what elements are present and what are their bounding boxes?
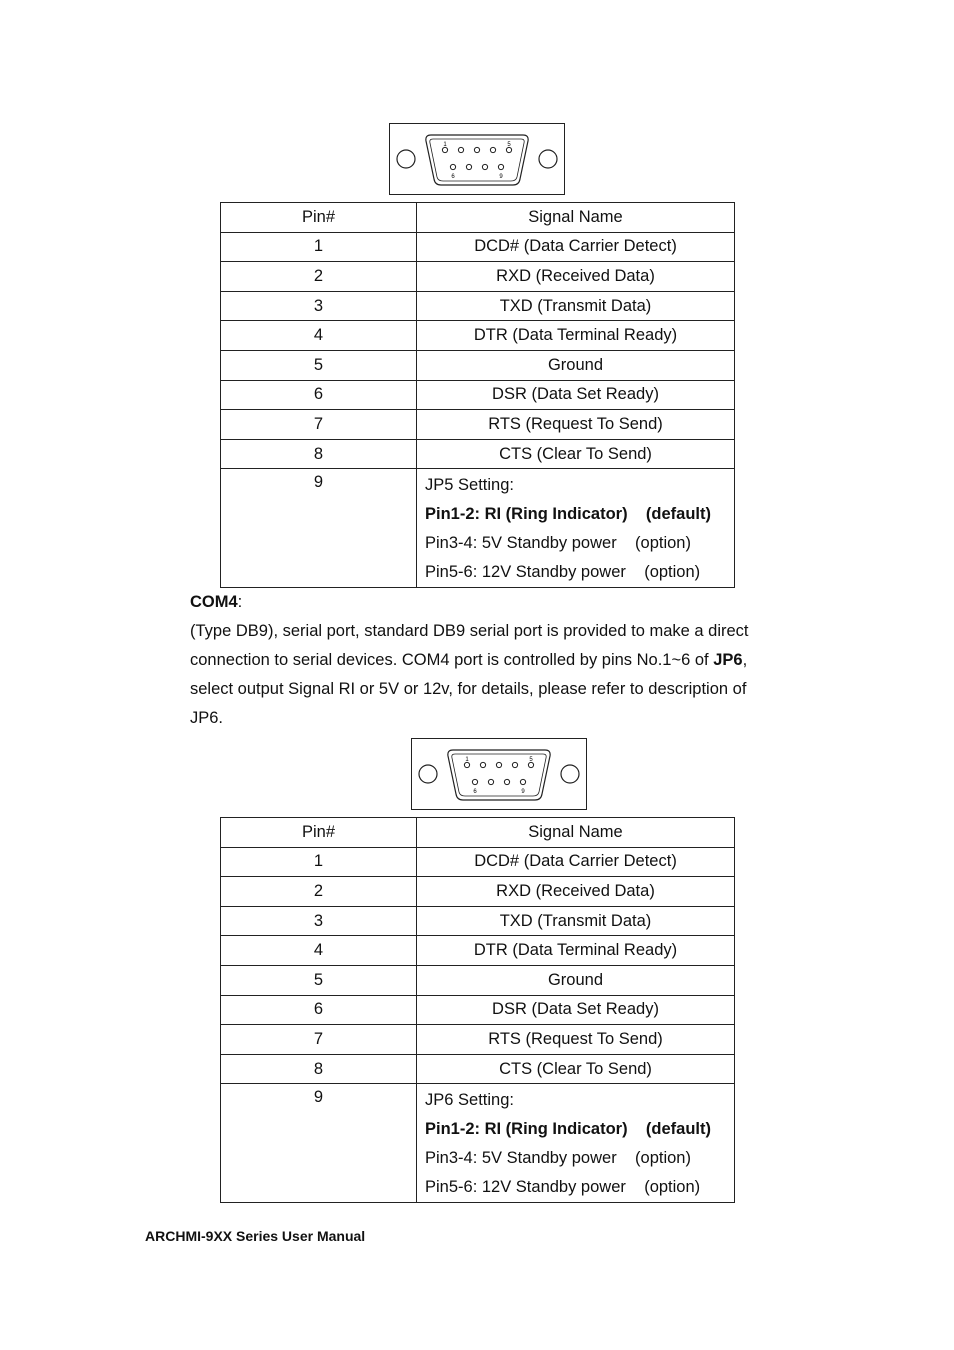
- table-row: [221, 410, 735, 440]
- table-row-jumper: [221, 469, 735, 588]
- pin-cell: 7: [221, 410, 417, 440]
- jumper-setting-title: JP5 Setting:: [425, 476, 514, 495]
- signal-cell: Ground: [417, 965, 735, 995]
- table-row-jumper: [221, 1084, 735, 1203]
- pin-number: 9: [313, 1088, 324, 1107]
- db9-connector-diagram-1: [389, 123, 565, 195]
- pin-cell: 4: [221, 321, 417, 351]
- pin-cell: 8: [221, 439, 417, 469]
- table-row: [221, 965, 735, 995]
- header-signal: Signal Name: [417, 818, 735, 848]
- jumper-setting-cell: [417, 1084, 735, 1203]
- jumper-setting-option: Pin5-6: 12V Standby power (option): [425, 1178, 701, 1197]
- table-header-row: [221, 203, 735, 233]
- db9-connector-icon: [389, 123, 565, 195]
- pin-cell: 3: [221, 291, 417, 321]
- signal-cell: Ground: [417, 350, 735, 380]
- signal-cell: TXD (Transmit Data): [417, 291, 735, 321]
- jumper-setting-default: Pin1-2: RI (Ring Indicator) (default): [425, 1120, 711, 1139]
- signal-cell: DTR (Data Terminal Ready): [417, 321, 735, 351]
- pin-cell: [221, 1084, 417, 1203]
- com4-text-bold: JP6: [713, 651, 743, 669]
- signal-cell: DTR (Data Terminal Ready): [417, 936, 735, 966]
- table-row: [221, 439, 735, 469]
- jumper-setting-option: Pin5-6: 12V Standby power (option): [425, 563, 701, 582]
- signal-cell: DCD# (Data Carrier Detect): [417, 232, 735, 262]
- pin-cell: 8: [221, 1054, 417, 1084]
- signal-cell: RTS (Request To Send): [417, 410, 735, 440]
- pin-table-com4: [220, 817, 735, 1203]
- signal-cell: RXD (Received Data): [417, 877, 735, 907]
- table-header-row: [221, 818, 735, 848]
- jumper-setting-default: Pin1-2: RI (Ring Indicator) (default): [425, 505, 711, 524]
- table-row: [221, 262, 735, 292]
- jumper-setting-option: Pin3-4: 5V Standby power (option): [425, 534, 691, 553]
- pin-label: 5: [507, 142, 511, 148]
- com4-description: [190, 588, 800, 733]
- pin-cell: 6: [221, 380, 417, 410]
- pin-label: 6: [473, 789, 477, 795]
- table-row: [221, 877, 735, 907]
- signal-cell: CTS (Clear To Send): [417, 439, 735, 469]
- table-row: [221, 906, 735, 936]
- jumper-setting-cell: [417, 469, 735, 588]
- table-row: [221, 380, 735, 410]
- db9-connector-icon: [411, 738, 587, 810]
- pin-label: 1: [465, 757, 469, 763]
- signal-cell: TXD (Transmit Data): [417, 906, 735, 936]
- pin-number: 9: [313, 473, 324, 492]
- page-footer: ARCHMI-9XX Series User Manual: [145, 1228, 366, 1244]
- signal-cell: RXD (Received Data): [417, 262, 735, 292]
- pin-cell: 5: [221, 965, 417, 995]
- pin-cell: 3: [221, 906, 417, 936]
- table-row: [221, 321, 735, 351]
- pin-cell: 4: [221, 936, 417, 966]
- com4-text-line: JP6.: [190, 709, 224, 727]
- header-pin: Pin#: [221, 818, 417, 848]
- table-row: [221, 936, 735, 966]
- pin-cell: 2: [221, 877, 417, 907]
- com4-text-span: ,: [742, 651, 748, 669]
- pin-cell: [221, 469, 417, 588]
- com4-text-line: (Type DB9), serial port, standard DB9 serial port is provided to make a direct: [190, 622, 749, 640]
- pin-label: 1: [443, 142, 447, 148]
- table-row: [221, 232, 735, 262]
- pin-label: 9: [521, 789, 525, 795]
- pin-cell: 7: [221, 1025, 417, 1055]
- pin-label: 6: [451, 174, 455, 180]
- signal-cell: RTS (Request To Send): [417, 1025, 735, 1055]
- pin-table-com3: [220, 202, 735, 588]
- table-row: [221, 1054, 735, 1084]
- com4-text-line: select output Signal RI or 5V or 12v, for details, please refer to description of: [190, 680, 747, 698]
- header-pin: Pin#: [221, 203, 417, 233]
- signal-cell: DCD# (Data Carrier Detect): [417, 847, 735, 877]
- com4-text-line: [190, 646, 800, 675]
- com4-title-colon: :: [237, 593, 243, 611]
- pin-cell: 1: [221, 232, 417, 262]
- header-signal: Signal Name: [417, 203, 735, 233]
- pin-cell: 1: [221, 847, 417, 877]
- com4-heading: [190, 588, 800, 617]
- table-row: [221, 350, 735, 380]
- pin-cell: 6: [221, 995, 417, 1025]
- table-row: [221, 847, 735, 877]
- signal-cell: DSR (Data Set Ready): [417, 380, 735, 410]
- signal-cell: DSR (Data Set Ready): [417, 995, 735, 1025]
- com4-text-span: connection to serial devices. COM4 port is controlled by pins No.1~6 of: [190, 651, 714, 669]
- jumper-setting-option: Pin3-4: 5V Standby power (option): [425, 1149, 691, 1168]
- pin-label: 9: [499, 174, 503, 180]
- pin-cell: 5: [221, 350, 417, 380]
- db9-connector-diagram-2: [411, 738, 587, 810]
- table-row: [221, 1025, 735, 1055]
- jumper-setting-title: JP6 Setting:: [425, 1091, 514, 1110]
- pin-label: 5: [529, 757, 533, 763]
- com4-title: COM4: [190, 593, 238, 611]
- pin-cell: 2: [221, 262, 417, 292]
- table-row: [221, 291, 735, 321]
- table-row: [221, 995, 735, 1025]
- signal-cell: CTS (Clear To Send): [417, 1054, 735, 1084]
